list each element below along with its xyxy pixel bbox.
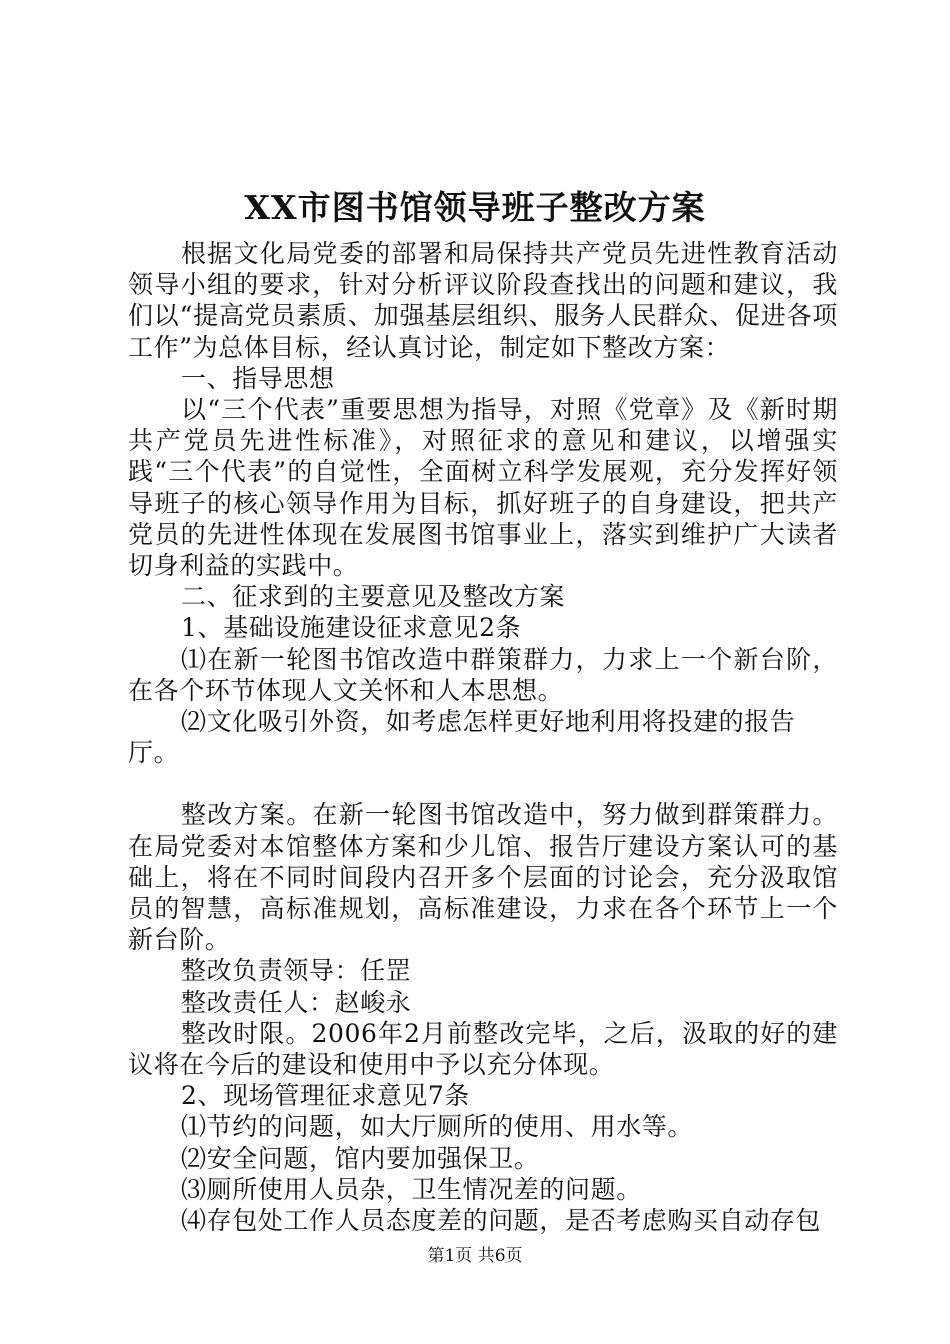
page-number-footer: 第1页 共6页	[427, 1246, 523, 1266]
responsible-person: 整改责任人：赵峻永	[181, 987, 412, 1017]
paragraph-guiding-ideology: 以“三个代表”重要思想为指导，对照《党章》及《新时期共产党员先进性标准》，对照征求的意见和建议，以增强实践“三个代表”的自觉性，全面树立科学发展观，充分发挥好领导班子的核心领导作用为目标，抓好班子的自身建设，把共产党员的先进性体现在发展图书馆事业上，落实到维护广大读者切身利益的实践中。	[128, 395, 838, 581]
section-heading-opinions: 二、征求到的主要意见及整改方案	[181, 582, 566, 612]
list-item-site-3: ⑶厕所使用人员杂，卫生情况差的问题。	[181, 1174, 642, 1204]
subsection-heading-site-management: 2、现场管理征求意见7条	[181, 1081, 471, 1111]
list-item-site-4: ⑷存包处工作人员态度差的问题，是否考虑购买自动存包	[181, 1206, 822, 1236]
list-item-infrastructure-2: ⑵文化吸引外资，如考虑怎样更好地利用将投建的报告厅。	[128, 707, 796, 768]
responsible-leader: 整改负责领导：任罡	[181, 956, 412, 986]
paragraph-gap	[128, 768, 838, 799]
subsection-heading-infrastructure: 1、基础设施建设征求意见2条	[181, 613, 522, 643]
document-body	[128, 238, 838, 1236]
list-item-site-1: ⑴节约的问题，如大厅厕所的使用、用水等。	[181, 1112, 694, 1142]
list-item-site-2: ⑵安全问题，馆内要加强保卫。	[181, 1143, 540, 1173]
paragraph-deadline: 整改时限。2006年2月前整改完毕，之后，汲取的好的建议将在今后的建设和使用中予以充分体现。	[128, 1018, 838, 1080]
document-title: XX市图书馆领导班子整改方案	[244, 188, 706, 227]
paragraph-intro: 根据文化局党委的部署和局保持共产党员先进性教育活动领导小组的要求，针对分析评议阶段查找出的问题和建议，我们以“提高党员素质、加强基层组织、服务人民群众、促进各项工作”为总体目标，经认真讨论，制定如下整改方案：	[128, 239, 838, 362]
list-item-infrastructure-1: ⑴在新一轮图书馆改造中群策群力，力求上一个新台阶，在各个环节体现人文关怀和人本思想。	[128, 644, 838, 705]
paragraph-rectification-plan: 整改方案。在新一轮图书馆改造中，努力做到群策群力。在局党委对本馆整体方案和少儿馆、报告厅建设方案认可的基础上，将在不同时间段内召开多个层面的讨论会，充分汲取馆员的智慧，高标准规划，高标准建设，力求在各个环节上一个新台阶。	[128, 800, 838, 955]
section-heading-guiding-ideology: 一、指导思想	[181, 363, 335, 393]
